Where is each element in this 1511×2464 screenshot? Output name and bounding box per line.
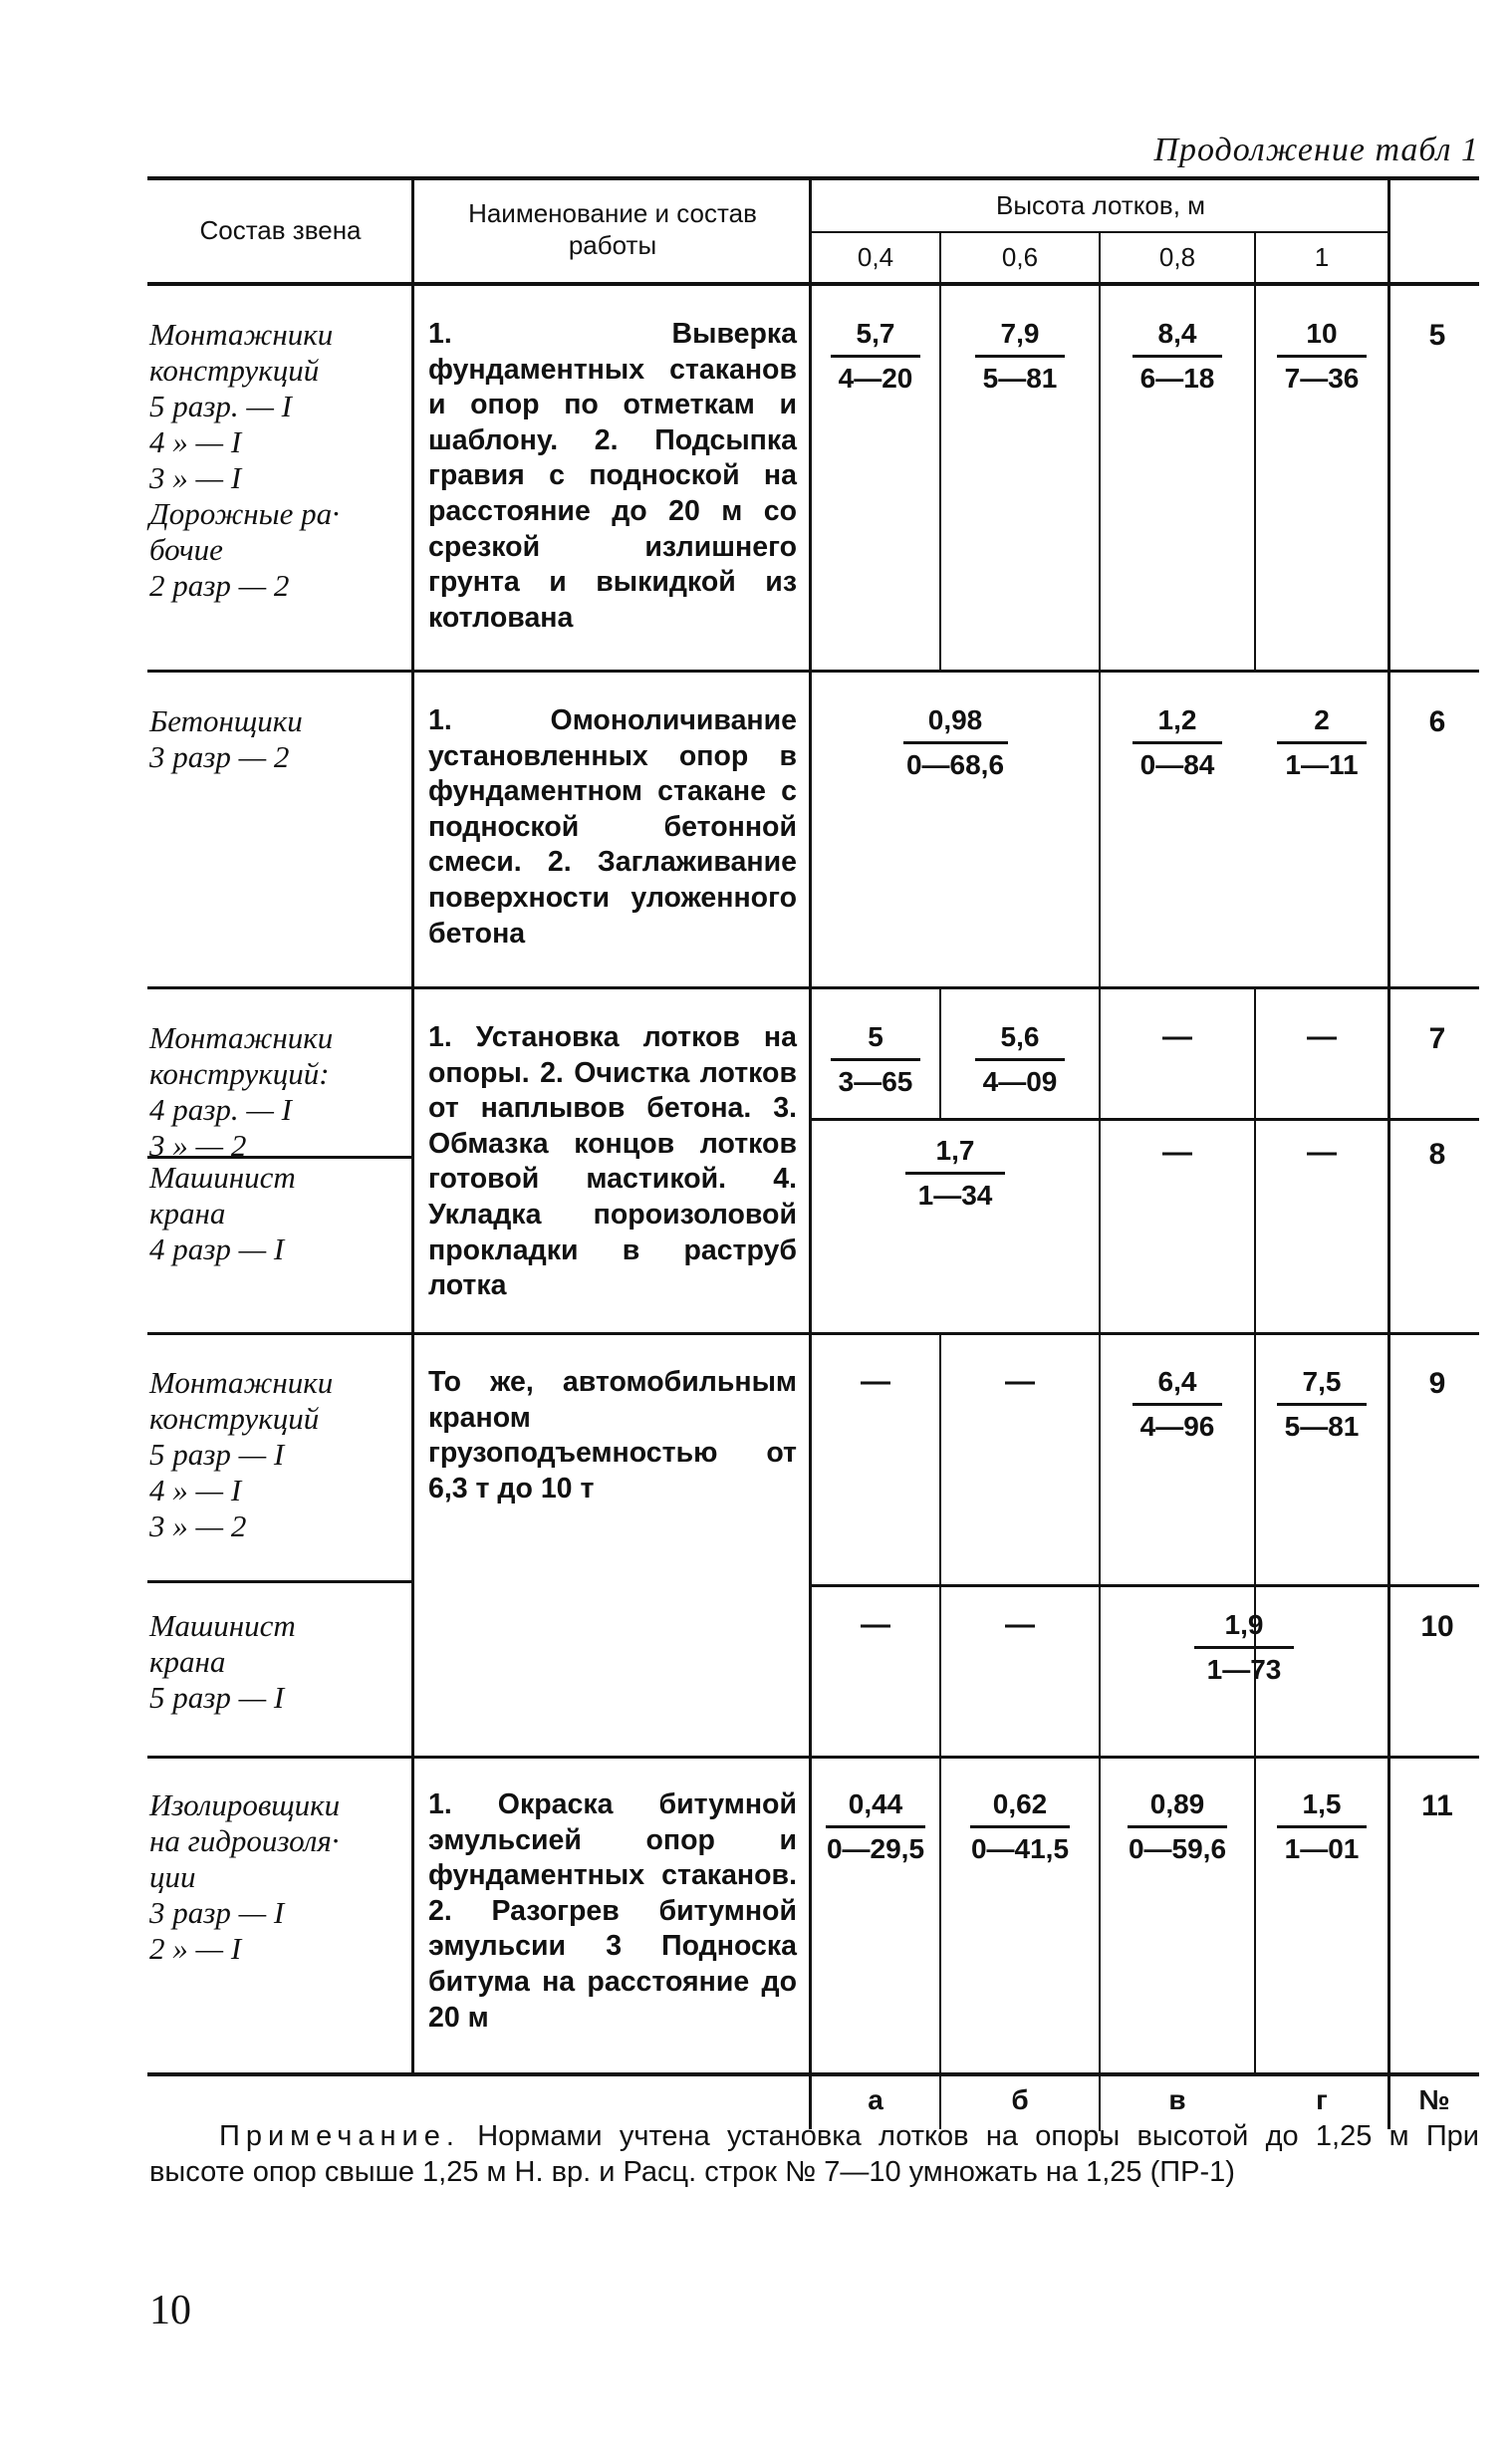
row7-value-06 [941,1022,1099,1097]
header-height: Высота лотков, м [995,190,1206,220]
row8-value-1-dash: — [1307,1136,1337,1169]
row5-value-04 [812,319,939,394]
row5-work: 1. Выверка фундаментных стаканов и опор по отметкам и шаблону. 2. Подсыпка гравия с подноской на расстояние до 20 м со срезкой излишнего грунта и выкидкой из котлована [428,318,797,634]
row5-value-08 [1101,319,1254,394]
rate: 1—01 [1284,1833,1360,1864]
crew-line: 4 разр — I [149,1232,285,1266]
norm-time: 1,7 [935,1135,975,1166]
crew-line: крана [149,1196,226,1231]
row-number-8: 8 [1428,1138,1446,1171]
row7-8-work: 1. Установка лотков на опоры. 2. Очистка лотков от наплывов бетона. 3. Обмазка концов лотков готовой мастикой. 4. Укладка пороизоловой прокладки в раструб лотка [428,1021,797,1302]
row11-value-08 [1101,1789,1254,1864]
norm-time: 2 [1314,704,1330,735]
row10-value-04-dash: — [861,1608,890,1641]
norm-time: 0,98 [927,704,983,735]
norm-time: 7,5 [1302,1366,1342,1397]
crew-line: 5 разр. — I [149,389,292,423]
row7-crew [149,1020,403,1164]
row8-crew [149,1160,403,1267]
norm-time: 5 [868,1021,883,1052]
crew-line: 5 разр — I [149,1680,285,1715]
row-number-11: 11 [1421,1789,1453,1822]
rate: 7—36 [1284,363,1360,394]
row8-value-04-06 [812,1136,1099,1211]
table-top-rule [147,176,1479,180]
row11-value-06 [941,1789,1099,1864]
crew-line: Монтажники [149,1020,334,1055]
norm-time: 7,9 [1000,318,1040,349]
row11-crew [149,1787,403,1967]
norm-time: 6,4 [1157,1366,1197,1397]
row6-value-1 [1256,705,1387,780]
page-number: 10 [149,2288,191,2333]
row-rule-3 [147,1332,1479,1335]
table-bottom-rule [147,2072,1479,2076]
rate: 4—96 [1139,1411,1215,1442]
row11-value-04 [812,1789,939,1864]
row-number-5: 5 [1428,319,1446,352]
crew-line: 3 » — 2 [149,1128,247,1163]
crew-line: ции [149,1859,196,1894]
row7-value-1-dash: — [1307,1020,1337,1053]
header-crew: Состав звена [199,215,362,245]
row11-work: 1. Окраска битумной эмульсией опор и фундаментных стаканов. 2. Разогрев битумной эмульсии 3 Подноска битума на расстояние до 20 м [428,1788,797,2034]
crew-line: 2 разр — 2 [149,568,290,603]
rate: 0—68,6 [905,749,1005,780]
crew-line: 4 разр. — I [149,1092,292,1127]
norm-time: 1,5 [1302,1788,1342,1819]
table-continuation-caption: Продолжение табл 1 [1153,132,1479,168]
rate: 5—81 [982,363,1058,394]
row-number-10: 10 [1420,1610,1454,1643]
norm-time: 0,44 [848,1788,903,1819]
row-rule-7-8-values [812,1118,1479,1121]
row9-crew [149,1365,403,1544]
header-height-rule [812,231,1389,233]
footer-letter-v: в [1168,2084,1186,2115]
row10-value-08-1 [1101,1610,1387,1685]
header-height-08: 0,8 [1158,242,1196,272]
crew-line: Машинист [149,1160,296,1195]
crew-line: крана [149,1644,226,1679]
rate: 1—11 [1285,749,1359,780]
row10-crew [149,1608,403,1716]
rate: 4—09 [982,1066,1058,1097]
header-height-06: 0,6 [1001,242,1039,272]
crew-line: Монтажники [149,317,334,352]
rate: 0—41,5 [970,1833,1070,1864]
crew-line: конструкций: [149,1056,330,1091]
row-rule-4 [147,1756,1479,1759]
crew-line: 5 разр — I [149,1437,285,1472]
rate: 0—29,5 [826,1833,925,1864]
rate: 3—65 [838,1066,913,1097]
row6-value-04-06 [812,705,1099,780]
col-divider-number [1387,176,1390,2129]
rate: 0—59,6 [1128,1833,1227,1864]
norm-time: 1,2 [1157,704,1197,735]
crew-line: 3 » — I [149,460,242,495]
footer-number-label: № [1418,2084,1450,2115]
crew-line: 2 » — I [149,1931,242,1966]
norm-time: 0,89 [1149,1788,1205,1819]
row9-value-1 [1256,1367,1387,1442]
crew-line: конструкций [149,353,320,388]
row9-work: То же, автомобильным краном грузоподъемностью от 6,3 т до 10 т [428,1366,797,1505]
norm-time: 5,6 [1000,1021,1040,1052]
crew-line: Монтажники [149,1365,334,1400]
table-note [149,2118,1479,2190]
crew-line: Бетонщики [149,703,303,738]
row5-crew [149,317,403,604]
rate: 1—73 [1206,1654,1282,1685]
row-rule-9-10-crew [147,1580,411,1583]
footer-letter-g: г [1316,2084,1328,2115]
header-work: Наименование и состав работы [468,198,757,260]
crew-line: 3 разр — 2 [149,739,290,774]
row-rule-1 [147,670,1479,673]
row6-crew [149,703,403,775]
row11-value-1 [1256,1789,1387,1864]
row7-value-08-dash: — [1162,1020,1192,1053]
row-number-9: 9 [1428,1367,1446,1400]
crew-line: бочие [149,532,223,567]
crew-line: на гидроизоля· [149,1823,340,1858]
norm-time: 1,9 [1224,1609,1264,1640]
norm-time: 5,7 [856,318,895,349]
row-number-6: 6 [1428,705,1446,738]
norm-time: 8,4 [1157,318,1197,349]
rate: 6—18 [1139,363,1215,394]
crew-line: 4 » — I [149,1473,242,1507]
col-divider-04-row9 [939,1332,941,2129]
norm-time: 0,62 [992,1788,1048,1819]
footer-letter-b: б [1011,2084,1029,2115]
row-number-7: 7 [1428,1022,1446,1055]
header-bottom-rule [147,282,1479,286]
row-rule-9-10-values [812,1584,1479,1587]
note-label: Примечание. [219,2120,460,2152]
row10-value-06-dash: — [1005,1608,1035,1641]
row9-value-06-dash: — [1005,1365,1035,1398]
crew-line: 3 разр — I [149,1895,285,1930]
row6-value-08 [1101,705,1254,780]
row5-value-1 [1256,319,1387,394]
row5-value-06 [941,319,1099,394]
row9-value-08 [1101,1367,1254,1442]
crew-line: Изолировщики [149,1787,341,1822]
rate: 5—81 [1284,1411,1360,1442]
norm-time: 10 [1306,318,1338,349]
rate: 1—34 [917,1180,993,1211]
footer-letter-a: а [868,2084,883,2115]
crew-line: Дорожные ра· [149,496,340,531]
crew-line: 3 » — 2 [149,1508,247,1543]
header-height-04: 0,4 [857,242,894,272]
crew-line: Машинист [149,1608,296,1643]
row7-value-04 [812,1022,939,1097]
row6-work: 1. Омоноличивание установленных опор в фундаментном стакане с подноской бетонной смеси. 2. Заглаживание поверхности уложенного бетона [428,704,797,950]
col-divider-crew [411,176,414,2075]
row-rule-2 [147,986,1479,989]
note-text: Нормами учтена установка лотков на опоры высотой до 1,25 м При высоте опор свыше 1,25 м Н. вр. и Расц. строк № 7—10 умножать на 1,25 (ПР-1) [149,2120,1479,2188]
crew-line: конструкций [149,1401,320,1436]
rate: 4—20 [838,363,913,394]
row8-value-08-dash: — [1162,1136,1192,1169]
rate: 0—84 [1139,749,1215,780]
crew-line: 4 » — I [149,424,242,459]
row9-value-04-dash: — [861,1365,890,1398]
header-height-1: 1 [1314,242,1330,272]
